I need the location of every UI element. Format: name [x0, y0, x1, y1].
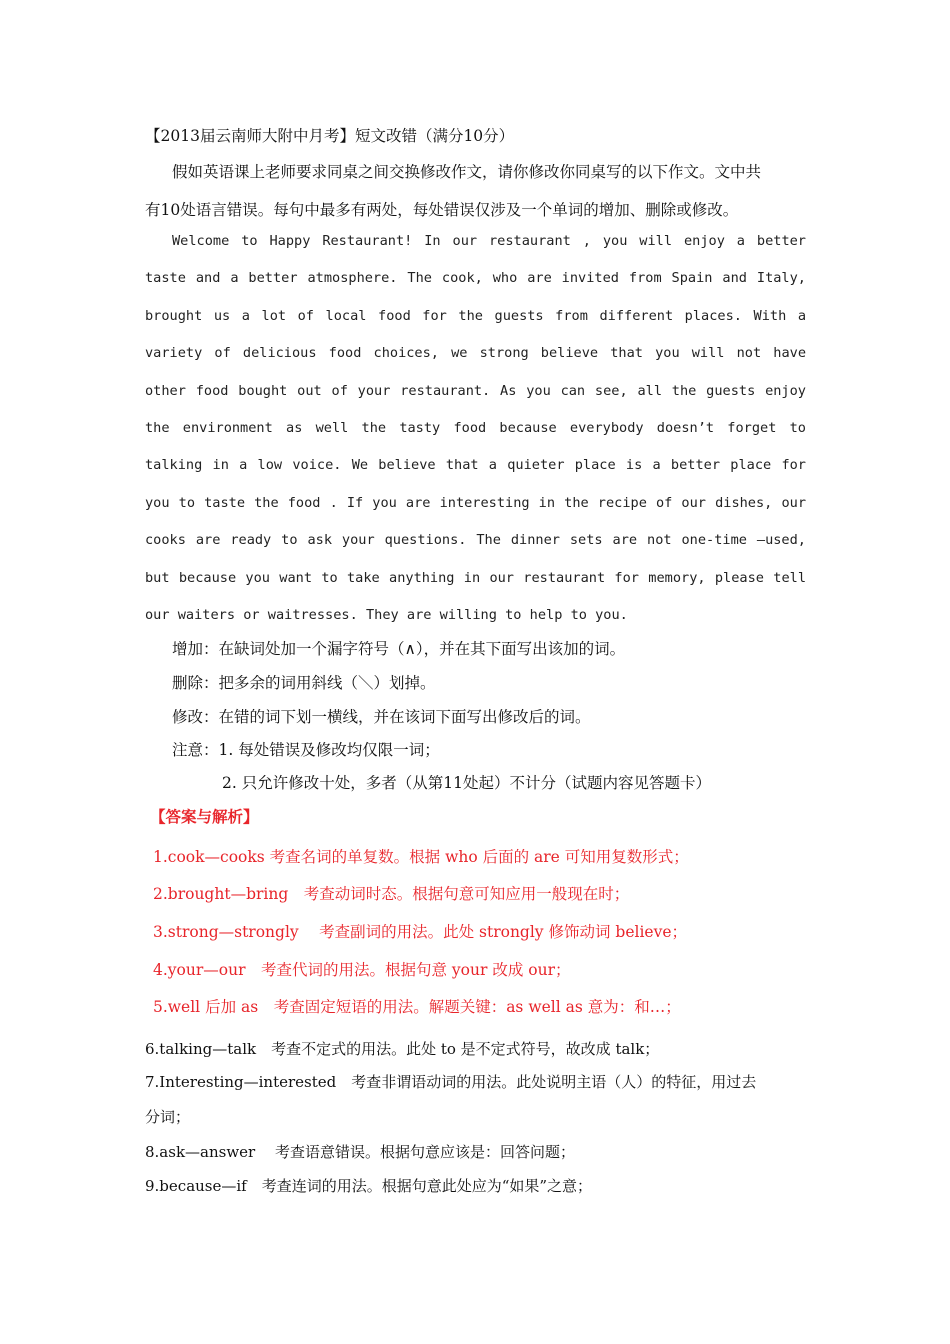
instruction-note-2: 2. 只允许修改十处，多者（从第11处起）不计分（试题内容见答题卡） [222, 774, 711, 792]
passage [145, 228, 806, 639]
passage-line: talking in a low voice. We believe that a quieter place is a better place for [145, 457, 806, 474]
answer-item: 8.ask—answer 考查语意错误。根据句意应该是：回答问题； [145, 1143, 575, 1161]
passage-line: cooks are ready to ask your questions. The dinner sets are not one-time –used, [145, 532, 806, 549]
answer-item: 6.talking—talk 考查不定式的用法。此处 to 是不定式符号，故改成 talk； [145, 1040, 660, 1058]
answer-item: 3.strong—strongly 考查副词的用法。此处 strongly 修饰动词 believe； [153, 923, 688, 941]
passage-line: taste and a better atmosphere. The cook, who are invited from Spain and Italy, [145, 270, 806, 287]
answer-header: 【答案与解析】 [150, 807, 259, 826]
passage-line: variety of delicious food choices, we strong believe that you will not have [145, 345, 806, 362]
passage-line: but because you want to take anything in our restaurant for memory, please tell [145, 569, 806, 586]
answer-item: 4.your—our 考查代词的用法。根据句意 your 改成 our； [153, 961, 571, 979]
instruction-delete: 删除：把多余的词用斜线（＼）划掉。 [172, 674, 436, 692]
exercise-title: 【2013届云南师大附中月考】短文改错（满分10分） [145, 127, 515, 145]
intro-line-2: 有10处语言错误。每句中最多有两处，每处错误仅涉及一个单词的增加、删除或修改。 [145, 201, 739, 219]
passage-line: brought us a lot of local food for the guests from different places. With a [145, 307, 806, 324]
instruction-modify: 修改：在错的词下划一横线，并在该词下面写出修改后的词。 [172, 708, 591, 726]
answer-item: 1.cook—cooks 考查名词的单复数。根据 who 后面的 are 可知用复数形式； [153, 848, 689, 866]
passage-line: the environment as well the tasty food because everybody doesn’t forget to [145, 419, 806, 436]
instruction-add: 增加：在缺词处加一个漏字符号（∧），并在其下面写出该加的词。 [172, 640, 626, 658]
passage-line: our waiters or waitresses. They are willing to help to you. [145, 606, 628, 623]
intro-line-1: 假如英语课上老师要求同桌之间交换修改作文，请你修改你同桌写的以下作文。文中共 [172, 163, 762, 181]
answer-item: 2.brought—bring 考查动词时态。根据句意可知应用一般现在时； [153, 885, 630, 903]
passage-line: you to taste the food . If you are interesting in the recipe of our dishes, our [145, 494, 806, 511]
answer-item: 7.Interesting—interested 考查非谓语动词的用法。此处说明主语（人）的特征，用过去 [145, 1073, 757, 1091]
answer-item-continued: 分词； [145, 1108, 191, 1126]
instruction-note-1: 注意：1. 每处错误及修改均仅限一词； [172, 741, 440, 759]
passage-line: Welcome to Happy Restaurant! In our restaurant , you will enjoy a better [172, 233, 806, 249]
answer-item: 9.because—if 考查连词的用法。根据句意此处应为“如果”之意； [145, 1177, 593, 1195]
answer-item: 5.well 后加 as 考查固定短语的用法。解题关键：as well as 意为：和…； [153, 998, 681, 1016]
passage-line: other food bought out of your restaurant. As you can see, all the guests enjoy [145, 382, 806, 399]
